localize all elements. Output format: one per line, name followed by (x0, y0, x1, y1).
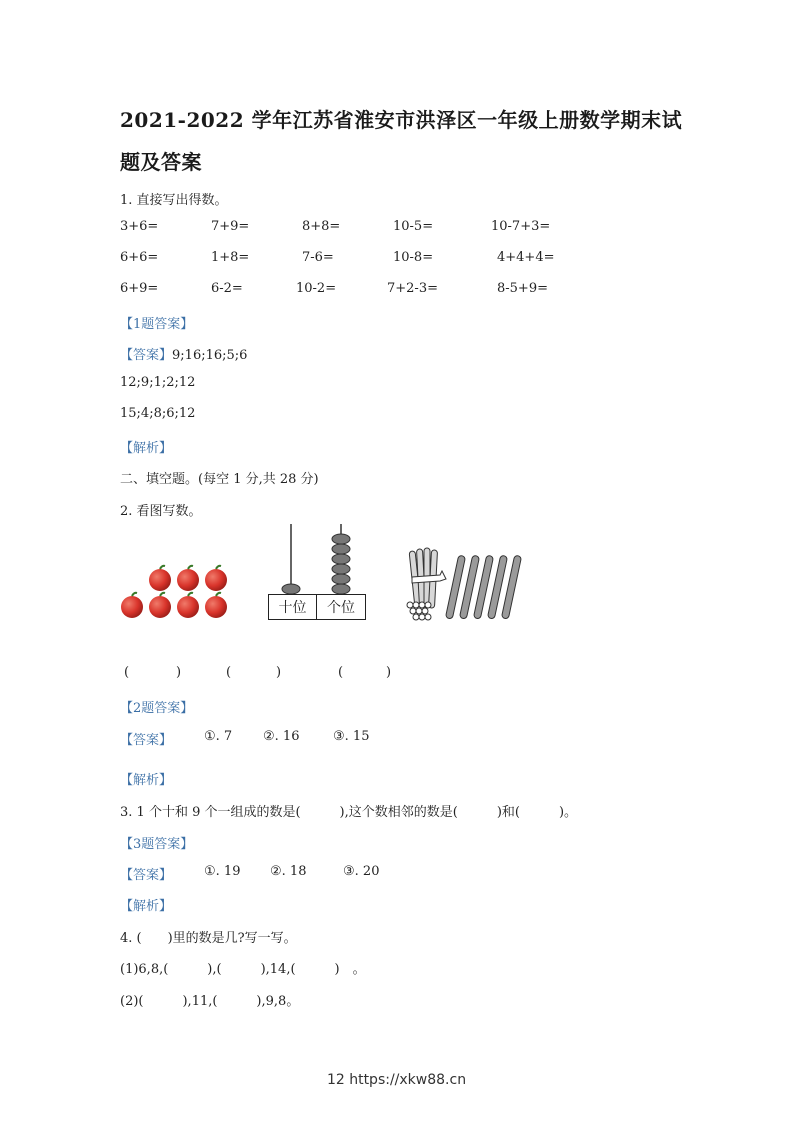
q1-cell: 3+6= (120, 219, 159, 234)
q2-blank-open: ( (226, 665, 232, 680)
q3-analysis-label: 【解析】 (120, 899, 173, 914)
answer-value: ③. 20 (343, 864, 380, 879)
abacus-bead (332, 534, 350, 544)
answer-value: ③. 15 (333, 729, 370, 744)
q2-answer-header: 【2题答案】 (120, 701, 194, 716)
page-title-line2: 题及答案 (120, 150, 202, 174)
page-footer: 12 https://xkw88.cn (326, 1072, 467, 1088)
stick-bundle-icon (407, 548, 446, 620)
q2-blank-close: ) (276, 665, 282, 680)
q1-cell: 6+9= (120, 281, 159, 296)
apple-icon (177, 566, 199, 591)
abacus-ones-label: 个位 (316, 594, 366, 620)
q1-cell: 6-2= (211, 281, 243, 296)
apple-icon (149, 566, 171, 591)
abacus-bead (332, 544, 350, 554)
q1-cell: 1+8= (211, 250, 250, 265)
q1-answer-header: 【1题答案】 (120, 317, 194, 332)
sticks-figure (400, 545, 525, 623)
abacus-bead (332, 574, 350, 584)
q1-cell: 8-5+9= (497, 281, 548, 296)
q3-answer-row (120, 864, 420, 884)
q1-cell: 4+4+4= (497, 250, 555, 265)
q2-blank-open: ( (338, 665, 344, 680)
abacus-bead (282, 584, 300, 594)
answer-value: ②. 16 (263, 729, 300, 744)
q1-cell: 7-6= (302, 250, 334, 265)
answer-value: ①. 7 (204, 729, 233, 744)
answer-label: 【答案】 (120, 733, 173, 748)
answer-value: ①. 19 (204, 864, 241, 879)
q2-blank-close: ) (176, 665, 182, 680)
abacus-figure (266, 522, 368, 596)
q1-cell: 7+9= (211, 219, 250, 234)
q1-cell: 10-2= (296, 281, 337, 296)
q1-cell: 8+8= (302, 219, 341, 234)
q1-cell: 10-7+3= (491, 219, 551, 234)
q4-prompt: 4. ( )里的数是几?写一写。 (120, 931, 297, 946)
q1-prompt: 1. 直接写出得数。 (120, 193, 228, 208)
q1-analysis-label: 【解析】 (120, 441, 173, 456)
q2-blank-close: ) (386, 665, 392, 680)
q2-prompt: 2. 看图写数。 (120, 504, 202, 519)
apple-icon (205, 593, 227, 618)
q4-line1: (1)6,8,( ),( ),14,( ) 。 (120, 962, 366, 977)
q1-cell: 10-8= (393, 250, 434, 265)
answer-label: 【答案】 (120, 348, 173, 363)
page-title-line1: 2021-2022 学年江苏省淮安市洪泽区一年级上册数学期末试 (120, 108, 683, 132)
q1-answer-line1 (120, 344, 247, 363)
q2-analysis-label: 【解析】 (120, 773, 173, 788)
q1-answer-line2: 12;9;1;2;12 (120, 375, 196, 390)
q3-prompt: 3. 1 个十和 9 个一组成的数是( ),这个数相邻的数是( )和( )。 (120, 805, 578, 820)
apples-figure (118, 562, 233, 624)
abacus-tens-label: 十位 (268, 594, 317, 620)
q3-answer-header: 【3题答案】 (120, 837, 194, 852)
section2-heading: 二、填空题。(每空 1 分,共 28 分) (120, 472, 319, 487)
apple-icon (121, 593, 143, 618)
answer-label: 【答案】 (120, 868, 173, 883)
answer-value: ②. 18 (270, 864, 307, 879)
q1-answer-line3: 15;4;8;6;12 (120, 406, 196, 421)
apple-icon (205, 566, 227, 591)
abacus-bead (332, 584, 350, 594)
q2-blank-open: ( (124, 665, 130, 680)
abacus-bead (332, 564, 350, 574)
q4-line2: (2)( ),11,( ),9,8。 (120, 994, 300, 1009)
q1-cell: 6+6= (120, 250, 159, 265)
apple-icon (177, 593, 199, 618)
abacus-bead (332, 554, 350, 564)
q2-answer-row (120, 729, 420, 749)
apple-icon (149, 593, 171, 618)
q1-cell: 7+2-3= (387, 281, 438, 296)
answer-value: 9;16;16;5;6 (172, 348, 248, 363)
q1-cell: 10-5= (393, 219, 434, 234)
